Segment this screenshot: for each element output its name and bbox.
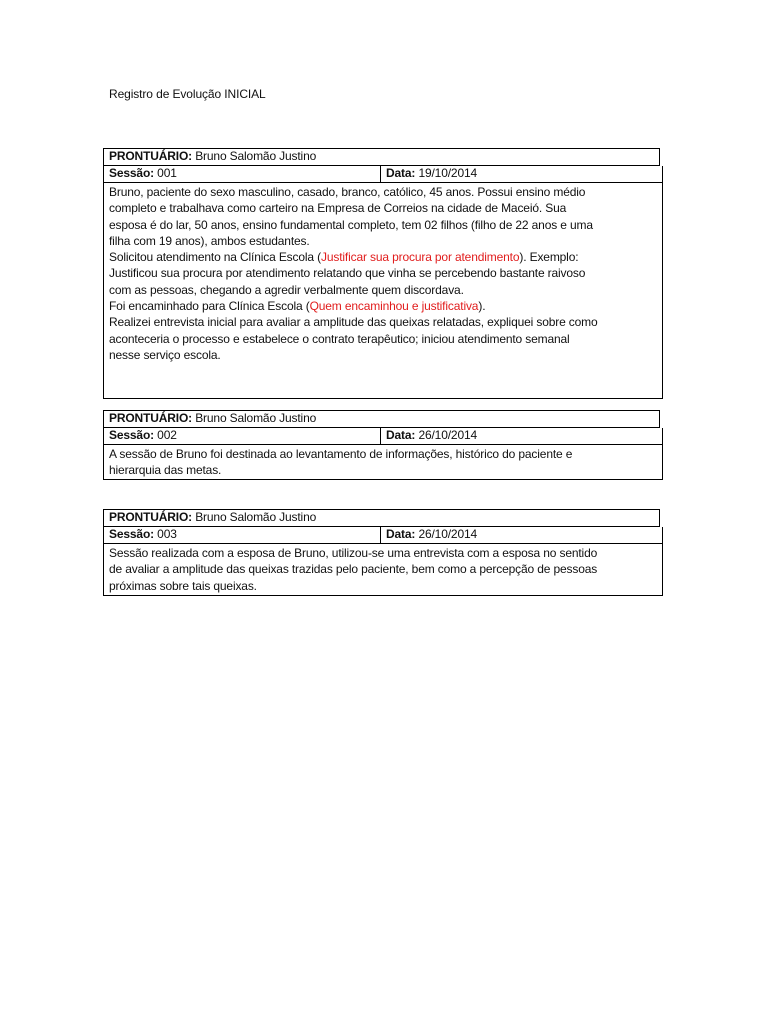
patient-name: Bruno Salomão Justino: [195, 149, 317, 163]
record-session-003: [103, 509, 663, 596]
patient-name: Bruno Salomão Justino: [195, 411, 317, 425]
note-line: completo e trabalhava como carteiro na Empresa de Correios na cidade de Maceió. Sua: [109, 201, 567, 216]
note-line: Bruno, paciente do sexo masculino, casado, branco, católico, 45 anos. Possui ensino médio: [109, 185, 586, 199]
prontuario-label: PRONTUÁRIO:: [109, 510, 193, 524]
session-label: Sessão:: [109, 428, 154, 442]
session-notes: [103, 445, 663, 480]
note-text: Foi encaminhado para Clínica Escola (: [109, 299, 310, 314]
note-line: hierarquia das metas.: [109, 463, 222, 478]
prontuario-row: [103, 148, 660, 166]
session-label: Sessão:: [109, 166, 154, 180]
session-number: 001: [157, 166, 177, 180]
session-date-row: [103, 428, 663, 445]
note-line: filha com 19 anos), ambos estudantes.: [109, 233, 310, 248]
note-text: Solicitou atendimento na Clínica Escola (: [109, 250, 321, 265]
note-line: [109, 298, 658, 314]
date-value: 26/10/2014: [418, 428, 478, 442]
session-notes: [103, 183, 663, 399]
session-number: 002: [157, 428, 177, 442]
date-value: 26/10/2014: [418, 527, 478, 541]
prontuario-label: PRONTUÁRIO:: [109, 411, 193, 425]
prontuario-cell: [104, 149, 316, 165]
date-label: Data:: [386, 527, 416, 541]
session-number: 003: [157, 527, 177, 541]
note-line: nesse serviço escola.: [109, 347, 221, 362]
note-line: próximas sobre tais queixas.: [109, 578, 257, 593]
note-line: Sessão realizada com a esposa de Bruno, utilizou-se uma entrevista com a esposa no sentido: [109, 546, 598, 560]
note-line: A sessão de Bruno foi destinada ao levantamento de informações, histórico do paciente e: [109, 447, 573, 461]
date-label: Data:: [386, 428, 416, 442]
session-cell: [104, 166, 381, 182]
session-cell: [104, 527, 381, 543]
prontuario-row: [103, 509, 660, 527]
patient-name: Bruno Salomão Justino: [195, 510, 317, 524]
date-cell: [381, 428, 662, 444]
note-line: com as pessoas, chegando a agredir verbalmente quem discordava.: [109, 282, 464, 297]
instruction-placeholder: Justificar sua procura por atendimento: [320, 250, 520, 265]
session-label: Sessão:: [109, 527, 154, 541]
note-text: ). Exemplo:: [519, 250, 579, 265]
date-cell: [381, 166, 662, 182]
instruction-placeholder: Quem encaminhou e justificativa: [309, 299, 479, 314]
session-notes: [103, 544, 663, 596]
prontuario-row: [103, 410, 660, 428]
note-line: Realizei entrevista inicial para avaliar a amplitude das queixas relatadas, expliquei sobre como: [109, 315, 598, 330]
prontuario-cell: [104, 411, 316, 427]
note-line: de avaliar a amplitude das queixas trazidas pelo paciente, bem como a percepção de pessoas: [109, 562, 598, 577]
note-line: esposa é do lar, 50 anos, ensino fundamental completo, tem 02 filhos (filho de 22 anos e uma: [109, 217, 593, 232]
document-title: Registro de Evolução INICIAL: [109, 87, 266, 101]
record-session-002: [103, 410, 663, 480]
session-cell: [104, 428, 381, 444]
date-label: Data:: [386, 166, 416, 180]
record-session-001: [103, 148, 663, 399]
note-line: [109, 249, 658, 265]
prontuario-label: PRONTUÁRIO:: [109, 149, 193, 163]
date-value: 19/10/2014: [418, 166, 478, 180]
session-date-row: [103, 166, 663, 183]
date-cell: [381, 527, 662, 543]
note-line: aconteceria o processo e estabelece o contrato terapêutico; iniciou atendimento semanal: [109, 331, 570, 346]
session-date-row: [103, 527, 663, 544]
prontuario-cell: [104, 510, 316, 526]
note-text: ).: [478, 299, 486, 314]
note-line: Justificou sua procura por atendimento relatando que vinha se percebendo bastante raivoso: [109, 266, 586, 281]
